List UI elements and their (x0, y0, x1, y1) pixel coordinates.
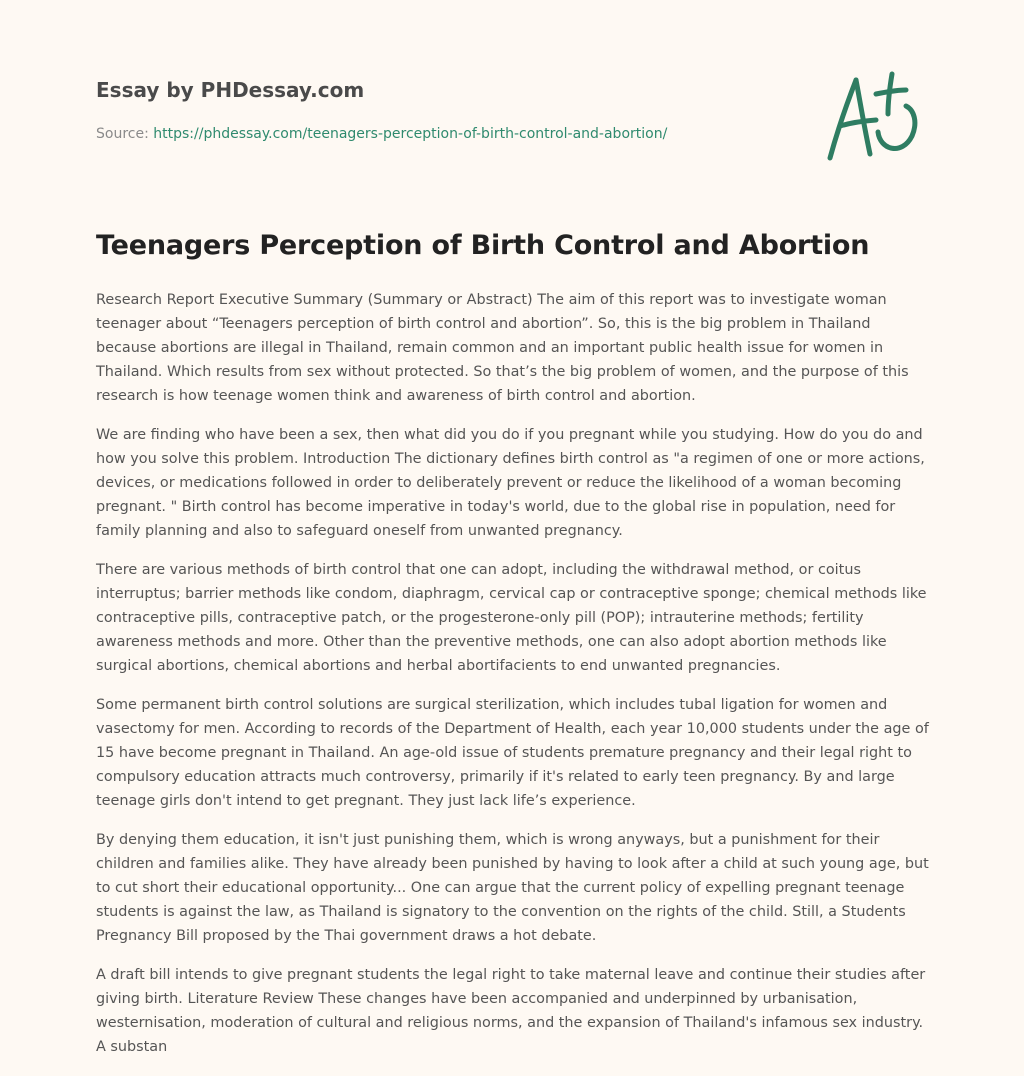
article-paragraph: Research Report Executive Summary (Summary or Abstract) The aim of this report was to investigate woman teenager about “Teenagers perception of birth control and abortion”. So, this is the big problem in Thailand because abortions are illegal in Thailand, remain common and an important public health issue for women in Thailand. Which results from sex without protected. So that’s the big problem of women, and the purpose of this research is how teenage women think and awareness of birth control and abortion. (96, 292, 909, 404)
article-title: Teenagers Perception of Birth Control and Abortion (96, 230, 870, 261)
article-paragraph: A draft bill intends to give pregnant students the legal right to take maternal leave and continue their studies after giving birth. Literature Review These changes have been accompanied and underpinned by urbanisation, westernisation, moderation of cultural and religious norms, and the expansion of Thailand's infamous sex industry. A substan (96, 967, 926, 1055)
a-plus-logo-graphic (820, 66, 930, 166)
source-line (96, 124, 796, 144)
article (96, 226, 930, 1074)
article-paragraph: We are finding who have been a sex, then what did you do if you pregnant while you studying. How do you do and how you solve this problem. Introduction The dictionary defines birth control as "a regimen of one or more actions, devices, or medications followed in order to deliberately prevent or reduce the likelihood of a woman becoming pregnant. " Birth control has become imperative in today's world, due to the global rise in population, need for family planning and also to safeguard oneself from unwanted pregnancy. (96, 427, 925, 539)
article-paragraph: By denying them education, it isn't just punishing them, which is wrong anyways, but a punishment for their children and families alike. They have already been punished by having to look after a child at such young age, but to cut short their educational opportunity... One can argue that the current policy of expelling pregnant teenage students is against the law, as Thailand is signatory to the convention on the rights of the child. Still, a Students Pregnancy Bill proposed by the Thai government draws a hot debate. (96, 832, 929, 944)
a-plus-logo-icon (820, 66, 930, 166)
page-header (96, 76, 796, 144)
source-label: Source: (96, 126, 154, 142)
article-paragraph: There are various methods of birth control that one can adopt, including the withdrawal method, or coitus interruptus; barrier methods like condom, diaphragm, cervical cap or contraceptive sponge; chemical methods like contraceptive pills, contraceptive patch, or the progesterone-only pill (POP); intrauterine methods; fertility awareness methods and more. Other than the preventive methods, one can also adopt abortion methods like surgical abortions, chemical abortions and herbal abortifacients to end unwanted pregnancies. (96, 562, 927, 674)
site-title: Essay by PHDessay.com (96, 78, 365, 102)
article-paragraph: Some permanent birth control solutions are surgical sterilization, which includes tubal ligation for women and vasectomy for men. According to records of the Department of Health, each year 10,000 students under the age of 15 have become pregnant in Thailand. An age-old issue of students premature pregnancy and their legal right to compulsory education attracts much controversy, primarily if it's related to early teen pregnancy. By and large teenage girls don't intend to get pregnant. They just lack life’s experience. (96, 697, 929, 809)
source-link[interactable]: https://phdessay.com/teenagers-perception-of-birth-control-and-abortion/ (153, 126, 668, 142)
